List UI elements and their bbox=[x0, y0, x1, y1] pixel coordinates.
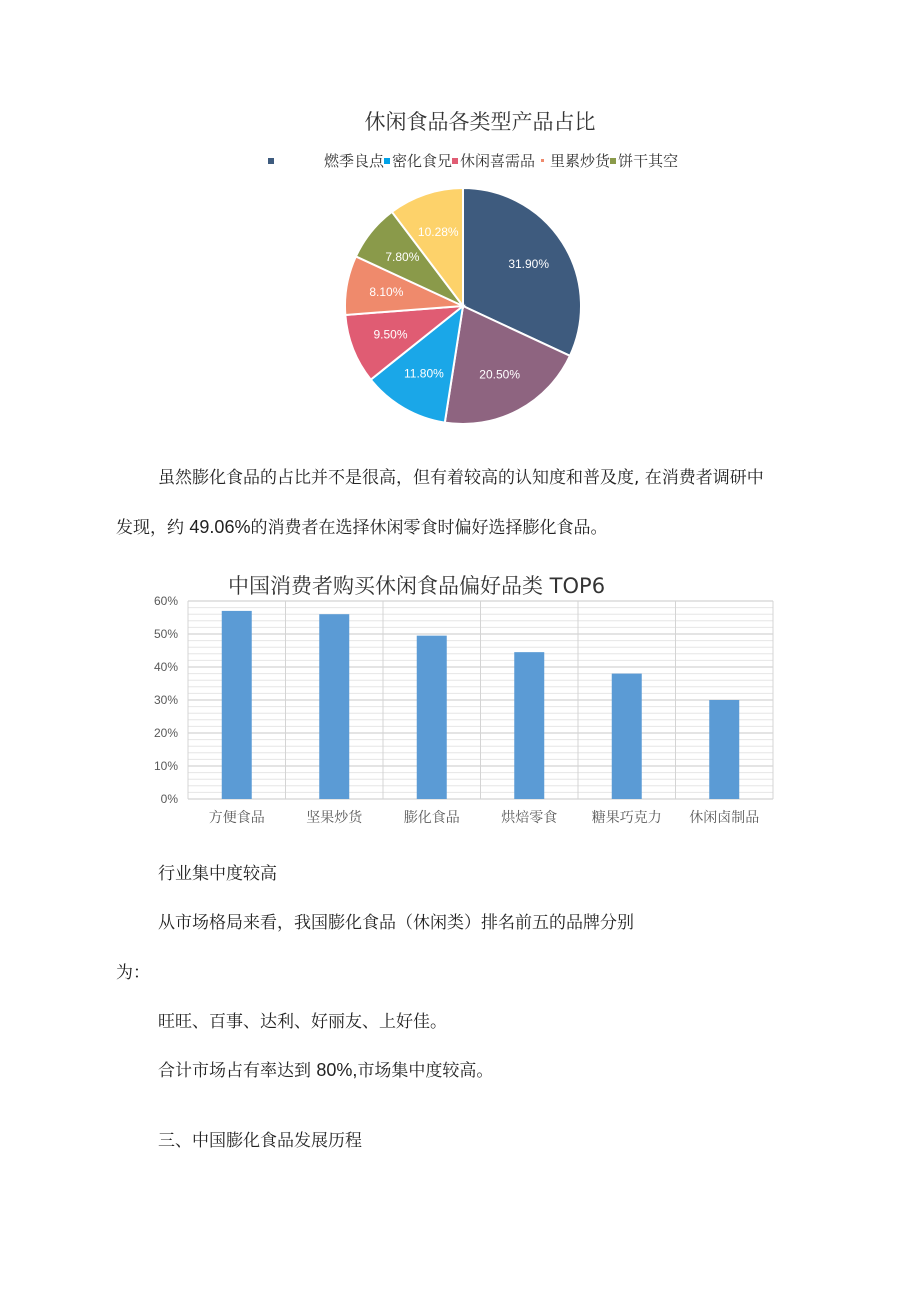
pie-data-label: 9.50% bbox=[373, 327, 408, 342]
y-tick-label: 0% bbox=[160, 792, 178, 806]
paragraph-line: 虽然膨化食品的占比并不是很高，但有着较高的认知度和普及度, 在消费者调研中 bbox=[158, 468, 764, 488]
pie-chart-title: 休闲食品各类型产品占比 bbox=[364, 110, 596, 134]
pie-data-label: 20.50% bbox=[479, 367, 521, 382]
paragraph-line: 从市场格局来看，我国膨化食品（休闲类）排名前五的品牌分别 bbox=[158, 913, 634, 933]
legend-swatch bbox=[384, 158, 390, 164]
bar bbox=[612, 674, 642, 799]
legend-swatch bbox=[610, 158, 616, 164]
x-tick-label: 糖果巧克力 bbox=[591, 810, 662, 826]
pie-data-label: 11.80% bbox=[403, 366, 444, 381]
paragraph-number: 80%, bbox=[316, 1060, 358, 1080]
y-tick-label: 20% bbox=[153, 726, 178, 740]
x-tick-label: 坚果炒货 bbox=[306, 810, 363, 826]
section-heading: 行业集中度较高 bbox=[158, 864, 277, 884]
chapter-heading: 三、中国膨化食品发展历程 bbox=[158, 1131, 362, 1151]
bar bbox=[222, 611, 252, 799]
legend-label: 密化食兄 bbox=[392, 152, 453, 170]
x-tick-label: 方便食品 bbox=[208, 810, 265, 826]
x-tick-label: 休闲卤制品 bbox=[689, 810, 760, 826]
bar bbox=[514, 652, 544, 799]
paragraph-line: 为： bbox=[116, 963, 150, 983]
legend-swatch bbox=[452, 158, 458, 164]
legend-swatch bbox=[541, 159, 544, 162]
pie-legend bbox=[268, 150, 678, 171]
x-tick-label: 膨化食品 bbox=[403, 810, 460, 826]
paragraph-number: 49.06% bbox=[189, 517, 251, 537]
legend-label: 饼干其空 bbox=[618, 152, 679, 170]
paragraph-text: 市场集中度较高。 bbox=[357, 1061, 494, 1081]
y-tick-label: 60% bbox=[153, 594, 178, 608]
paragraph-text: 合计市场占有率达到 bbox=[158, 1061, 317, 1081]
paragraph-text: 的消费者在选择休闲零食时偏好选择膨化食品。 bbox=[250, 518, 608, 538]
y-tick-label: 30% bbox=[153, 693, 178, 707]
y-tick-label: 10% bbox=[153, 759, 178, 773]
pie-data-label: 10.28% bbox=[417, 225, 459, 240]
y-tick-label: 50% bbox=[153, 627, 178, 641]
brand-list: 旺旺、百事、达利、好丽友、上好佳。 bbox=[158, 1012, 447, 1032]
paragraph-text: 发现，约 bbox=[116, 518, 190, 538]
paragraph-line bbox=[158, 1056, 493, 1081]
legend-swatch bbox=[268, 158, 274, 164]
y-tick-label: 40% bbox=[153, 660, 178, 674]
legend-label: 休闲喜需品 bbox=[460, 152, 536, 170]
pie-chart bbox=[330, 180, 590, 430]
bar-chart bbox=[140, 590, 790, 835]
bar bbox=[319, 614, 349, 799]
legend-label: 里累炒货 bbox=[550, 152, 611, 170]
legend-label: 燃季良点 bbox=[324, 152, 385, 170]
pie-data-label: 31.90% bbox=[508, 257, 550, 272]
x-tick-label: 烘焙零食 bbox=[501, 810, 558, 826]
bar-chart-title: 中国消费者购买休闲食品偏好品类 TOP6 bbox=[228, 574, 606, 598]
bar bbox=[709, 700, 739, 799]
pie-data-label: 7.80% bbox=[385, 250, 420, 265]
paragraph-line bbox=[116, 513, 607, 538]
bar bbox=[417, 636, 447, 799]
pie-data-label: 8.10% bbox=[369, 285, 404, 300]
